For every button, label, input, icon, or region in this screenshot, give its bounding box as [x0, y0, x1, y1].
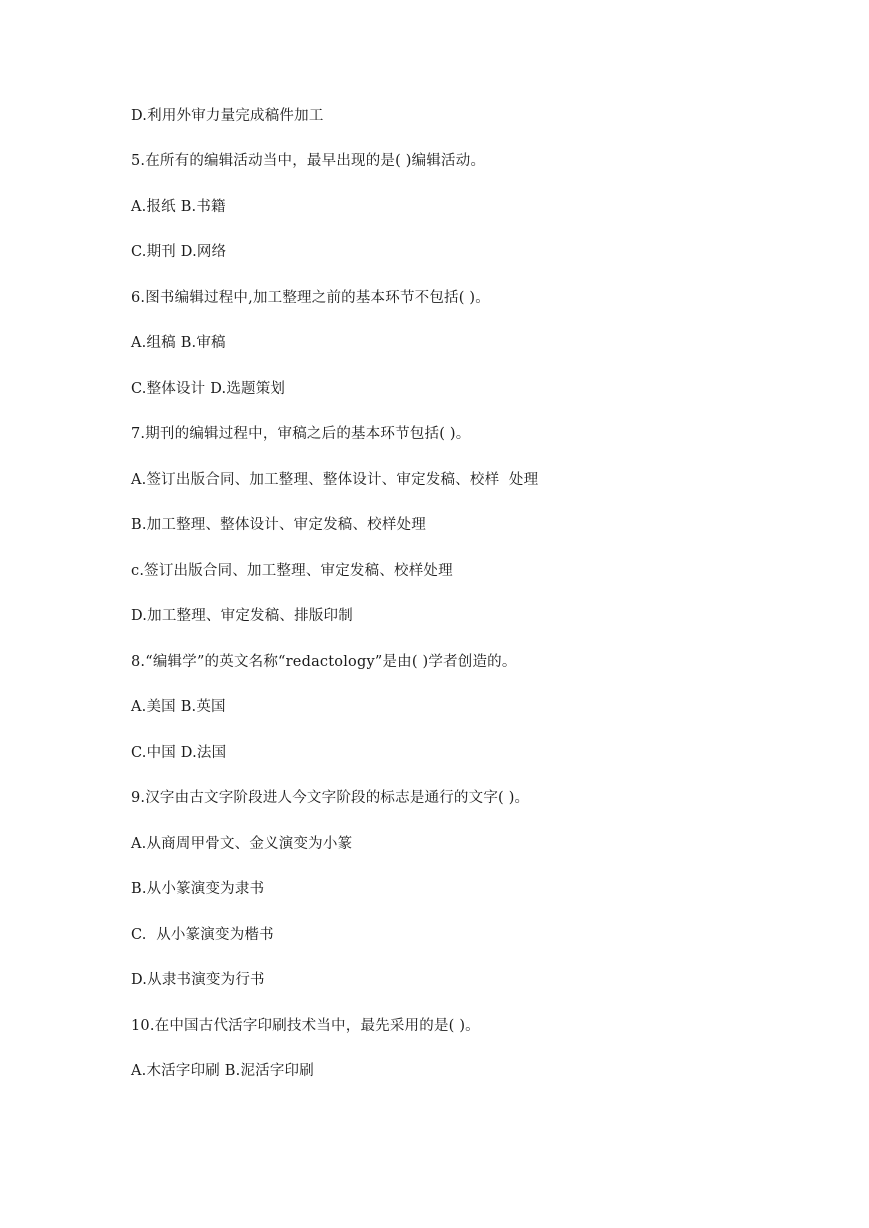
option-q9-b: B.从小篆演变为隶书	[131, 881, 265, 897]
question-7: 7.期刊的编辑过程中，审稿之后的基本环节包括( )。	[131, 426, 471, 442]
options-q6-cd: C.整体设计 D.选题策划	[131, 381, 286, 397]
options-q5-ab: A.报纸 B.书籍	[131, 199, 226, 215]
option-q7-b: B.加工整理、整体设计、审定发稿、校样处理	[131, 517, 426, 533]
options-q8-ab: A.美国 B.英国	[131, 699, 226, 715]
option-q9-d: D.从隶书演变为行书	[131, 972, 265, 988]
option-q9-c: C. 从小篆演变为楷书	[131, 927, 274, 943]
options-q6-ab: A.组稿 B.审稿	[131, 335, 226, 351]
option-line-d-q4: D.利用外审力量完成稿件加工	[131, 108, 324, 124]
question-10: 10.在中国古代活字印刷技术当中，最先采用的是( )。	[131, 1018, 480, 1034]
options-q5-cd: C.期刊 D.网络	[131, 244, 227, 260]
option-q7-d: D.加工整理、审定发稿、排版印制	[131, 608, 353, 624]
options-q8-cd: C.中国 D.法国	[131, 745, 227, 761]
question-8: 8.“编辑学”的英文名称“redactology”是由( )学者创造的。	[131, 654, 517, 670]
question-9: 9.汉字由古文字阶段进人今文字阶段的标志是通行的文字( )。	[131, 790, 530, 806]
option-q9-a: A.从商周甲骨文、金义演变为小篆	[131, 836, 353, 852]
question-6: 6.图书编辑过程中,加工整理之前的基本环节不包括( )。	[131, 290, 490, 306]
question-5: 5.在所有的编辑活动当中，最早出现的是( )编辑活动。	[131, 153, 486, 169]
options-q10-ab: A.木活字印刷 B.泥活字印刷	[131, 1063, 314, 1079]
option-q7-c: c.签订出版合同、加工整理、审定发稿、校样处理	[131, 563, 453, 579]
option-q7-a: A.签订出版合同、加工整理、整体设计、审定发稿、校样 处理	[131, 472, 539, 488]
